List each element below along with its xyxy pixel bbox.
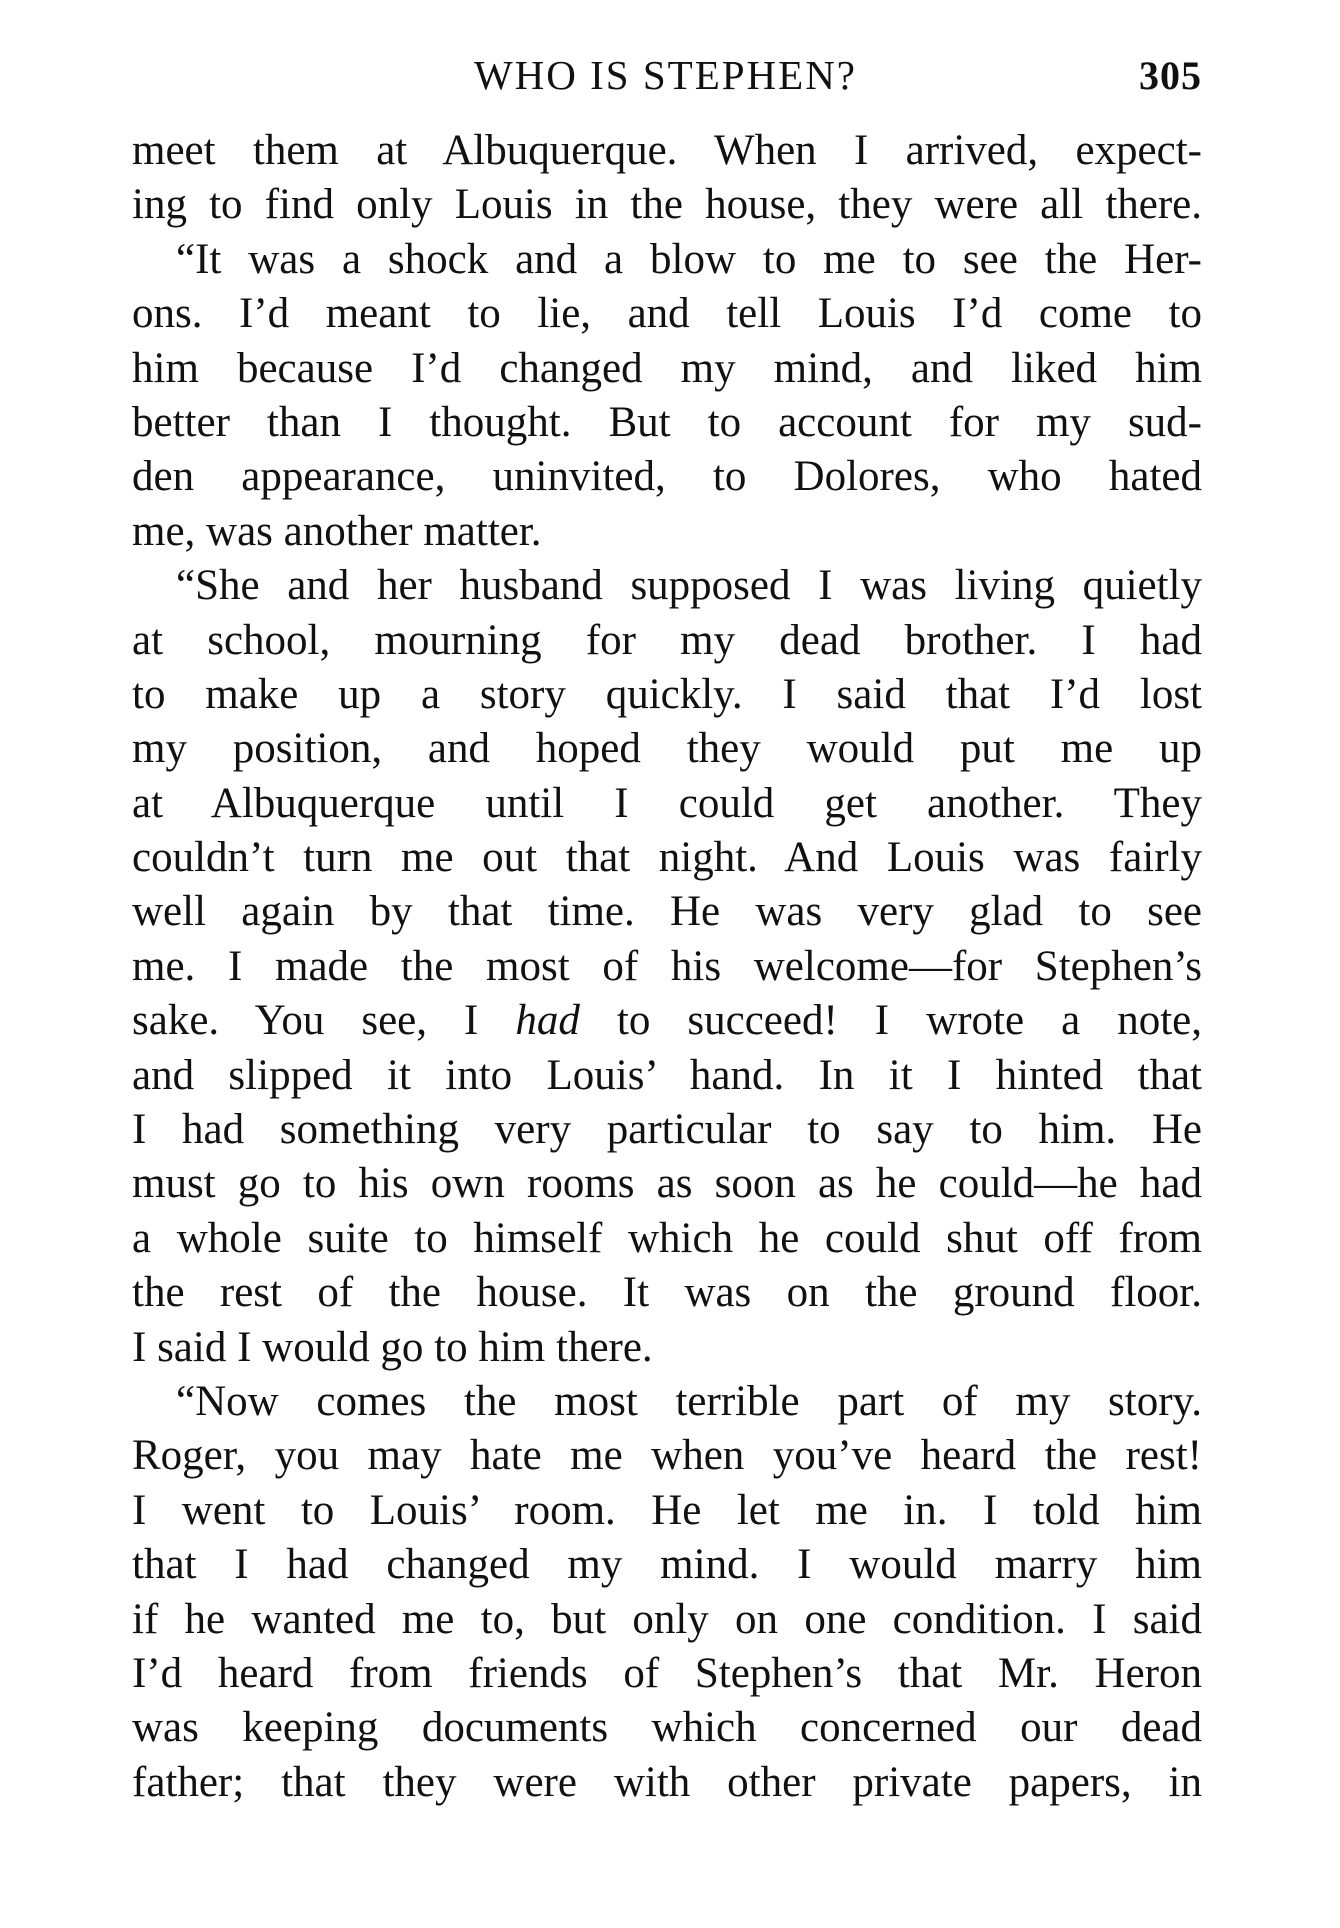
text-line: and slipped it into Louis’ hand. In it I hinted that (132, 1051, 1202, 1099)
text-line: meet them at Albuquerque. When I arrived, expect- (132, 127, 1202, 174)
text-line: me. I made the most of his welcome—for Stephen’s (132, 942, 1202, 990)
text-line: if he wanted me to, but only on one condition. I said (132, 1595, 1202, 1643)
text-line: ing to find only Louis in the house, they were all there. (132, 181, 1202, 229)
text-line: I’d heard from friends of Stephen’s that Mr. Heron (132, 1649, 1202, 1697)
text-line: a whole suite to himself which he could shut off from (132, 1214, 1202, 1262)
text-line: at Albuquerque until I could get another. They (132, 779, 1202, 827)
text-segment: to succeed! I wrote a note, (579, 997, 1202, 1045)
emphasis-text: had (515, 997, 580, 1045)
text-line: that I had changed my mind. I would marry him (132, 1541, 1202, 1589)
text-line: father; that they were with other private papers, in (132, 1758, 1202, 1806)
text-line: I said I would go to him there. (132, 1323, 653, 1371)
text-line: my position, and hoped they would put me up (132, 725, 1202, 773)
text-segment: sake. You see, I (132, 997, 516, 1045)
running-header (132, 40, 1202, 110)
text-line: Roger, you may hate me when you’ve heard the rest! (132, 1432, 1202, 1480)
text-line: “She and her husband supposed I was living quietly (176, 562, 1202, 610)
text-line: at school, mourning for my dead brother. I had (132, 616, 1202, 664)
text-line: the rest of the house. It was on the ground floor. (132, 1269, 1202, 1317)
page-number: 305 (1139, 52, 1202, 98)
text-line: better than I thought. But to account for my sud- (132, 398, 1202, 446)
text-line: “Now comes the most terrible part of my story. (176, 1377, 1202, 1425)
text-line: to make up a story quickly. I said that I’d lost (132, 670, 1202, 718)
page-body-text (132, 124, 1202, 1810)
text-line: I went to Louis’ room. He let me in. I told him (132, 1486, 1202, 1534)
text-line: was keeping documents which concerned our dead (132, 1704, 1202, 1752)
text-line: “It was a shock and a blow to me to see the Her- (176, 235, 1202, 283)
text-line: me, was another matter. (132, 507, 542, 555)
text-line: den appearance, uninvited, to Dolores, who hated (132, 453, 1202, 501)
text-line (132, 994, 1202, 1048)
text-line: I had something very particular to say to him. He (132, 1106, 1202, 1154)
text-line: couldn’t turn me out that night. And Louis was fairly (132, 834, 1202, 882)
text-line: must go to his own rooms as soon as he could—he had (132, 1160, 1202, 1208)
text-line: ons. I’d meant to lie, and tell Louis I’d come to (132, 290, 1202, 338)
text-line: well again by that time. He was very glad to see (132, 888, 1202, 936)
text-line: him because I’d changed my mind, and liked him (132, 344, 1202, 392)
running-title: WHO IS STEPHEN? (473, 52, 858, 98)
